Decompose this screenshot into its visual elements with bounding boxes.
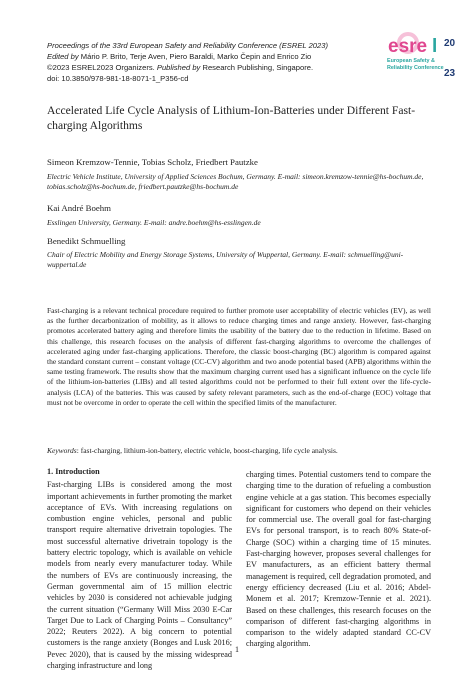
logo-l: l — [432, 36, 438, 57]
abstract-text: Fast-charging is a relevant technical procedure required to further promote user acceptability of electric vehicles (EV), as well as the further decarbonization of mobility, as it allows to reduce charging times and range anxiety. However, fast-charging promotes accelerated battery aging and therefore limits the usability of the battery due to the reduction in lifetime. Based on this challenge, this research focuses on the analysis of different fast-charging algorithms to overcome the challenges of accelerated aging under fast-charging applications. Therefore, the classic boost-charging (BC) algorithm is compared against the standard constant current – constant voltage (CC-CV) algorithm and two anode potential based (APB) algorithms within the same testing framework. The results show that the maximum charging current used has a significant influence on the cycle life of the lithium-ion-batteries (LIBs) and all tested algorithms could not be performed to their full extent over the life-cycle-analysis (LCA) of the batteries. This was caused by safety relevant parameters, such as the end-of-charge (EOC) voltage that must not be overcome in order to operate the cell within the specified limits of the manufacturer. — [47, 306, 431, 407]
author-affiliation: Esslingen University, Germany. E-mail: andre.boehm@hs-esslingen.de — [47, 218, 261, 227]
esrel-logo — [384, 30, 464, 80]
author-names: Kai André Boehm — [47, 203, 112, 213]
abstract — [47, 306, 431, 414]
logo-year-top: 20 — [444, 38, 456, 49]
author-affiliation: Electric Vehicle Institute, University of Applied Sciences Bochum, Germany. E-mail: simeon.kremzow-tennie@hs-bochum.de, tobias.scholz@hs-bochum.de, friedbert.pautzke@hs-bochum.de — [47, 172, 424, 191]
author-affiliation: Chair of Electric Mobility and Energy Storage Systems, University of Wuppertal, Germany. E-mail: schmuelling@uni-wuppertal.de — [47, 250, 404, 269]
author-names: Benedikt Schmuelling — [47, 236, 126, 246]
keywords — [47, 446, 431, 456]
body-column-left — [47, 466, 232, 671]
esrel-logo-graphic — [384, 30, 464, 80]
body-column-right — [246, 469, 431, 650]
body-text: charging times. Potential customers tend to compare the charging time to the duration of refueling a combustion engine vehicle at a gas station. This becomes especially significant for customers who depend on their vehicles for commercial use. The overall goal for fast-charging EVs for personal transport, is to reach 80% State-of-Charge (SOC) within a charging time of 15 minutes. Fast-charging however, proposes several challenges for EV manufacturers, as an efficient battery thermal management is required, cell degradation promoted, and energy efficiency decreased (Liu et al. 2016; Abdel-Monem et al. 2017; Kremzow-Tennie et al. 2021). Based on these challenges, this research focuses on the comparison of different fast-charging algorithms in comparison to the widely adapted standard CC-CV charging algorithm. — [246, 470, 431, 649]
author-names: Simeon Kremzow-Tennie, Tobias Scholz, Friedbert Pautzke — [47, 157, 258, 167]
body-text: Fast-charging LIBs is considered among the most important achievements in further promoting the market acceptance of EVs. With increasing regulations on combustion engine vehicles, personal and public transport require alternative drivetrain topologies. The most successful alternative drivetrain topology is the battery electric topology, which is available on vehicle models from nearly every manufacturer today. While the numbers of EVs are continuously increasing, the German governmental aim of 15 million electric vehicles by 2030 is considered not achievable judging the current situation (“Germany Will Miss 2030 E-Car Target Due to Lack of Charging Points – Consultancy” 2022; Reuters 2022). A big concern to potential customers is the range anxiety (Bonges and Lusk 2016; Pevec 2020), that is caused by the missing widespread charging infrastructure and long — [47, 480, 232, 671]
logo-year-bottom: 23 — [444, 68, 456, 79]
keywords-label: Keywords — [47, 446, 77, 455]
copyright-line: ©2023 ESREL2023 Organizers. Published by Research Publishing, Singapore. — [47, 63, 314, 72]
logo-line1: European Safety & — [387, 58, 435, 64]
logo-line2: Reliability Conference — [387, 65, 444, 71]
paper-title: Accelerated Life Cycle Analysis of Lithium-Ion-Batteries under Different Fast-charging Algorithms — [47, 104, 416, 132]
section-heading: 1. Introduction — [47, 467, 100, 476]
editors-line: Edited by Mário P. Brito, Terje Aven, Piero Baraldi, Marko Čepin and Enrico Zio — [47, 52, 312, 61]
logo-mark: esre — [388, 36, 428, 57]
proceedings-header — [47, 40, 387, 84]
keywords-text: : fast-charging, lithium-ion-battery, electric vehicle, boost-charging, life cycle analysis. — [76, 446, 338, 455]
doi-line: doi: 10.3850/978-981-18-8071-1_P356-cd — [47, 74, 189, 83]
proceedings-title: Proceedings of the 33rd European Safety and Reliability Conference (ESREL 2023) — [47, 41, 329, 50]
page-number: 1 — [235, 645, 239, 654]
